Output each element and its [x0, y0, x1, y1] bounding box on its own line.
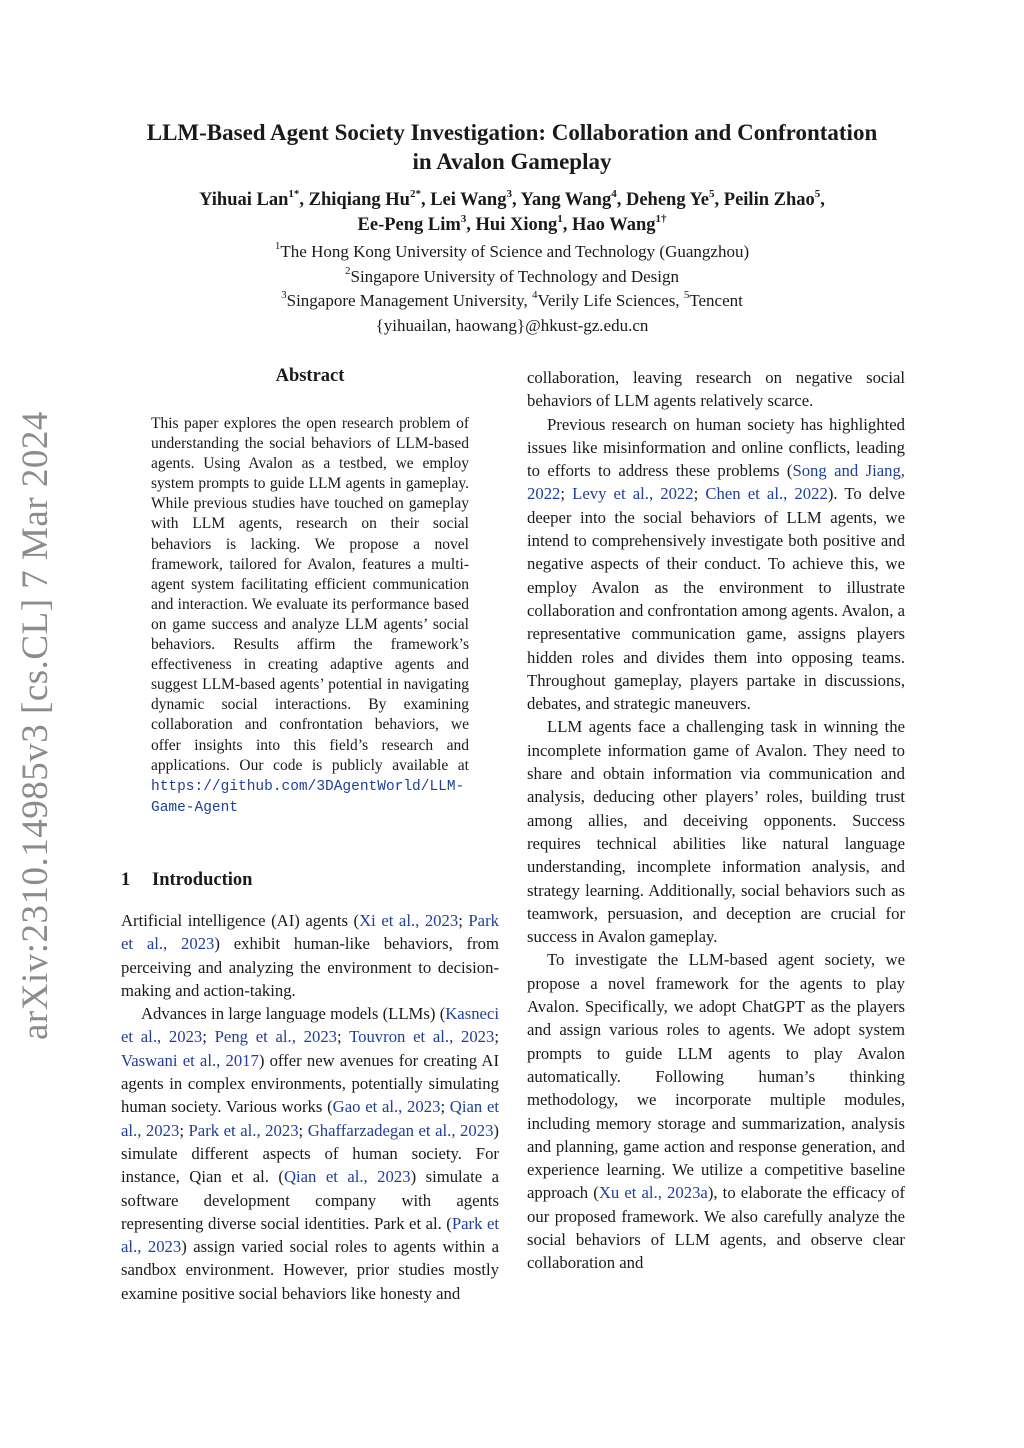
paper-title-line-1: LLM-Based Agent Society Investigation: Collaboration and Confrontation — [146, 120, 878, 145]
contact-email: {yihuailan, haowang}@hkust-gz.edu.cn — [375, 315, 649, 335]
text: Artificial intelligence (AI) agents ( — [121, 911, 360, 930]
author-line-2: Ee-Peng Lim$^3$, Hui Xiong$^1$, Hao Wang$^{1\dagger}$ — [357, 212, 667, 235]
affiliation-3 — [100, 289, 924, 314]
affiliation-mark: 2 — [344, 264, 351, 277]
author-name: Deheng Ye — [625, 190, 710, 210]
author-name: Ee-Peng Lim — [357, 215, 461, 235]
citation-link[interactable]: Song and Jiang, 2022 — [527, 461, 905, 504]
paragraph — [527, 948, 905, 1274]
paragraph — [121, 909, 499, 1002]
paragraph: LLM agents face a challenging task in winning the incomplete information game of Avalon. They need to share and obtain information via communication and analysis, deducing other players’ roles, building trust among allies, and deceiving opponents. Success requires technical abilities like natural language understanding, incomplete information analysis, and strategy learning. Additionally, social behaviors such as teamwork, persuasion, and deception are crucial for success in Avalon gameplay. — [527, 717, 905, 947]
author-list — [100, 188, 924, 238]
author-name: Peilin Zhao — [723, 190, 815, 210]
affiliation-text: The Hong Kong University of Science and Technology (Guangzhou) — [280, 242, 750, 261]
citation-link[interactable]: Ghaffarzadegan et al., 2023 — [307, 1120, 494, 1140]
text: To investigate the LLM-based agent society, we propose a novel framework for the agents to play Avalon. Specifically, we adopt ChatGPT as the players and assign various roles to agents. We adopt system prompts to guide LLM agents to play Avalon automatically. Following human’s thinking methodology, we incorporate multiple modules, including memory storage and summarization, analysis and planning, game action and response generation, and experience learning. We utilize a competitive baseline approach ( — [527, 950, 905, 1203]
citation-link[interactable]: Kasneci et al., 2023 — [121, 1004, 499, 1047]
affiliation-text: Verily Life Sciences, — [537, 291, 684, 310]
affiliation-mark: 1 — [274, 240, 281, 253]
author-mark: 3 — [506, 187, 512, 200]
author-name: Yang Wang — [520, 190, 612, 210]
paragraph: collaboration, leaving research on negative social behaviors of LLM agents relatively scarce. — [527, 368, 905, 411]
section-heading-introduction — [121, 870, 252, 891]
text: ; — [560, 484, 573, 504]
text: ; — [440, 1097, 450, 1117]
text: ; — [458, 911, 469, 930]
author-mark: 5 — [814, 187, 821, 200]
code-repository-link[interactable]: https://github.com/3DAgentWorld/LLM-Game-Agent — [151, 778, 465, 816]
citation-link[interactable]: Park et al., 2023 — [188, 1120, 299, 1140]
author-mark: 2* — [409, 187, 421, 200]
paragraph — [121, 1002, 499, 1305]
author-mark: 5 — [709, 187, 715, 200]
section-number: 1 — [121, 870, 131, 890]
paper-title-line-2: in Avalon Gameplay — [412, 149, 612, 174]
text: ; — [202, 1027, 215, 1047]
citation-link[interactable]: Chen et al., 2022 — [705, 484, 828, 504]
abstract-heading: Abstract — [275, 366, 345, 386]
author-mark: 4 — [611, 187, 617, 200]
author-name: Zhiqiang Hu — [308, 190, 410, 210]
author-mark: 1* — [288, 187, 300, 200]
author-mark: 3 — [460, 212, 467, 225]
affiliation-2 — [100, 265, 924, 290]
affiliation-text: Singapore Management University, — [286, 291, 532, 310]
section-title: Introduction — [152, 870, 253, 890]
abstract-body — [151, 414, 469, 818]
affiliation-1 — [100, 240, 924, 265]
author-name: Lei Wang — [430, 190, 507, 210]
citation-link[interactable]: Xi et al., 2023 — [359, 911, 459, 930]
citation-link[interactable]: Park et al., 2023 — [121, 911, 499, 954]
affiliation-text: Singapore University of Technology and Design — [350, 266, 680, 286]
citation-link[interactable]: Qian et al., 2023 — [283, 1167, 411, 1187]
author-mark: 1† — [655, 212, 667, 225]
affiliation-mark: 3 — [281, 289, 287, 302]
affiliation-mark: 5 — [683, 289, 690, 302]
paper-title — [100, 118, 924, 176]
affiliations — [100, 240, 924, 338]
citation-link[interactable]: Touvron et al., 2023 — [349, 1027, 495, 1047]
citation-link[interactable]: Vaswani et al., 2017 — [121, 1050, 259, 1070]
citation-link[interactable]: Levy et al., 2022 — [572, 484, 694, 504]
abstract-text: This paper explores the open research problem of understanding the social behaviors of LLM-based agents. Using Avalon as a testbed, we employ system prompts to guide LLM agents in gameplay. While previous studies have touched on gameplay with LLM agents, research on their social behaviors is lacking. We propose a novel framework, tailored for Avalon, features a multi-agent system facilitating efficient communication and interaction. We evaluate its performance based on game success and analyze LLM agents’ social behaviors. Results affirm the framework’s effectiveness in creating adaptive agents and suggest LLM-based agents’ potential in navigating dynamic social interactions. By examining collaboration and confrontation behaviors, we offer insights into this field’s research and applications. Our code is publicly available at — [151, 415, 469, 774]
text: ) simulate a software development company with agents representing diverse social identities. Park et al. ( — [121, 1167, 499, 1233]
author-name: Hao Wang — [572, 215, 656, 235]
text: Advances in large language models (LLMs) ( — [141, 1004, 446, 1024]
citation-link[interactable]: Gao et al., 2023 — [332, 1097, 441, 1117]
author-name: Yihuai Lan — [199, 190, 289, 210]
citation-link[interactable]: Xu et al., 2023a — [598, 1183, 708, 1203]
citation-link[interactable]: Qian et al., 2023 — [121, 1097, 499, 1140]
author-line-1: Yihuai Lan$^{1*}$, Zhiqiang $Hu^{2*}$, Lei Wang$^3$, Yang Wang$^4$, Deheng Ye$^5$, Peilin Zhao$^5$, — [199, 187, 825, 210]
text: ; — [693, 484, 706, 504]
text: ) assign varied social roles to agents within a sandbox environment. However, prior studies mostly examine positive social behaviors like honesty and — [121, 1237, 499, 1303]
text: ) simulate different aspects of human society. For instance, Qian et al. ( — [121, 1120, 499, 1187]
author-mark: 1 — [557, 212, 563, 225]
affiliation-text: Tencent — [689, 291, 743, 310]
text: ; — [298, 1120, 308, 1140]
text: ; — [337, 1027, 350, 1047]
citation-link[interactable]: Peng et al., 2023 — [214, 1027, 338, 1047]
text: ). To delve deeper into the social behaviors of LLM agents, we intend to comprehensively investigate both positive and negative aspects of their conduct. To achieve this, we employ Avalon as the environment to illustrate collaboration and confrontation among agents. Avalon, a representative communication game, assigns players hidden roles and divides them into opposing teams. Throughout gameplay, players partake in discussions, debates, and strategic maneuvers. — [527, 484, 906, 714]
text: ; — [179, 1120, 189, 1140]
text: ), to elaborate the efficacy of our proposed framework. We also carefully analyze the social behaviors of LLM agents, and observe clear collaboration and — [527, 1183, 906, 1273]
text: ; — [494, 1027, 500, 1047]
citation-link[interactable]: Park et al., 2023 — [121, 1213, 499, 1257]
affiliation-mark: 4 — [531, 289, 538, 302]
text: ) offer new avenues for creating AI agents in complex environments, potentially simulating human society. Various works ( — [121, 1050, 499, 1117]
arxiv-identifier: arXiv:2310.14985v3 [cs.CL] 7 Mar 2024 — [15, 411, 56, 1040]
intro-right-column — [527, 366, 905, 1275]
text: ) exhibit human-like behaviors, from perceiving and analyzing the environment to decision-making and action-taking. — [121, 934, 499, 1000]
author-name: Hui Xiong — [475, 215, 558, 235]
text: Previous research on human society has highlighted issues like misinformation and online conflicts, leading to efforts to address these problems ( — [527, 414, 905, 481]
intro-left-column — [121, 909, 499, 1305]
paragraph — [527, 413, 905, 716]
